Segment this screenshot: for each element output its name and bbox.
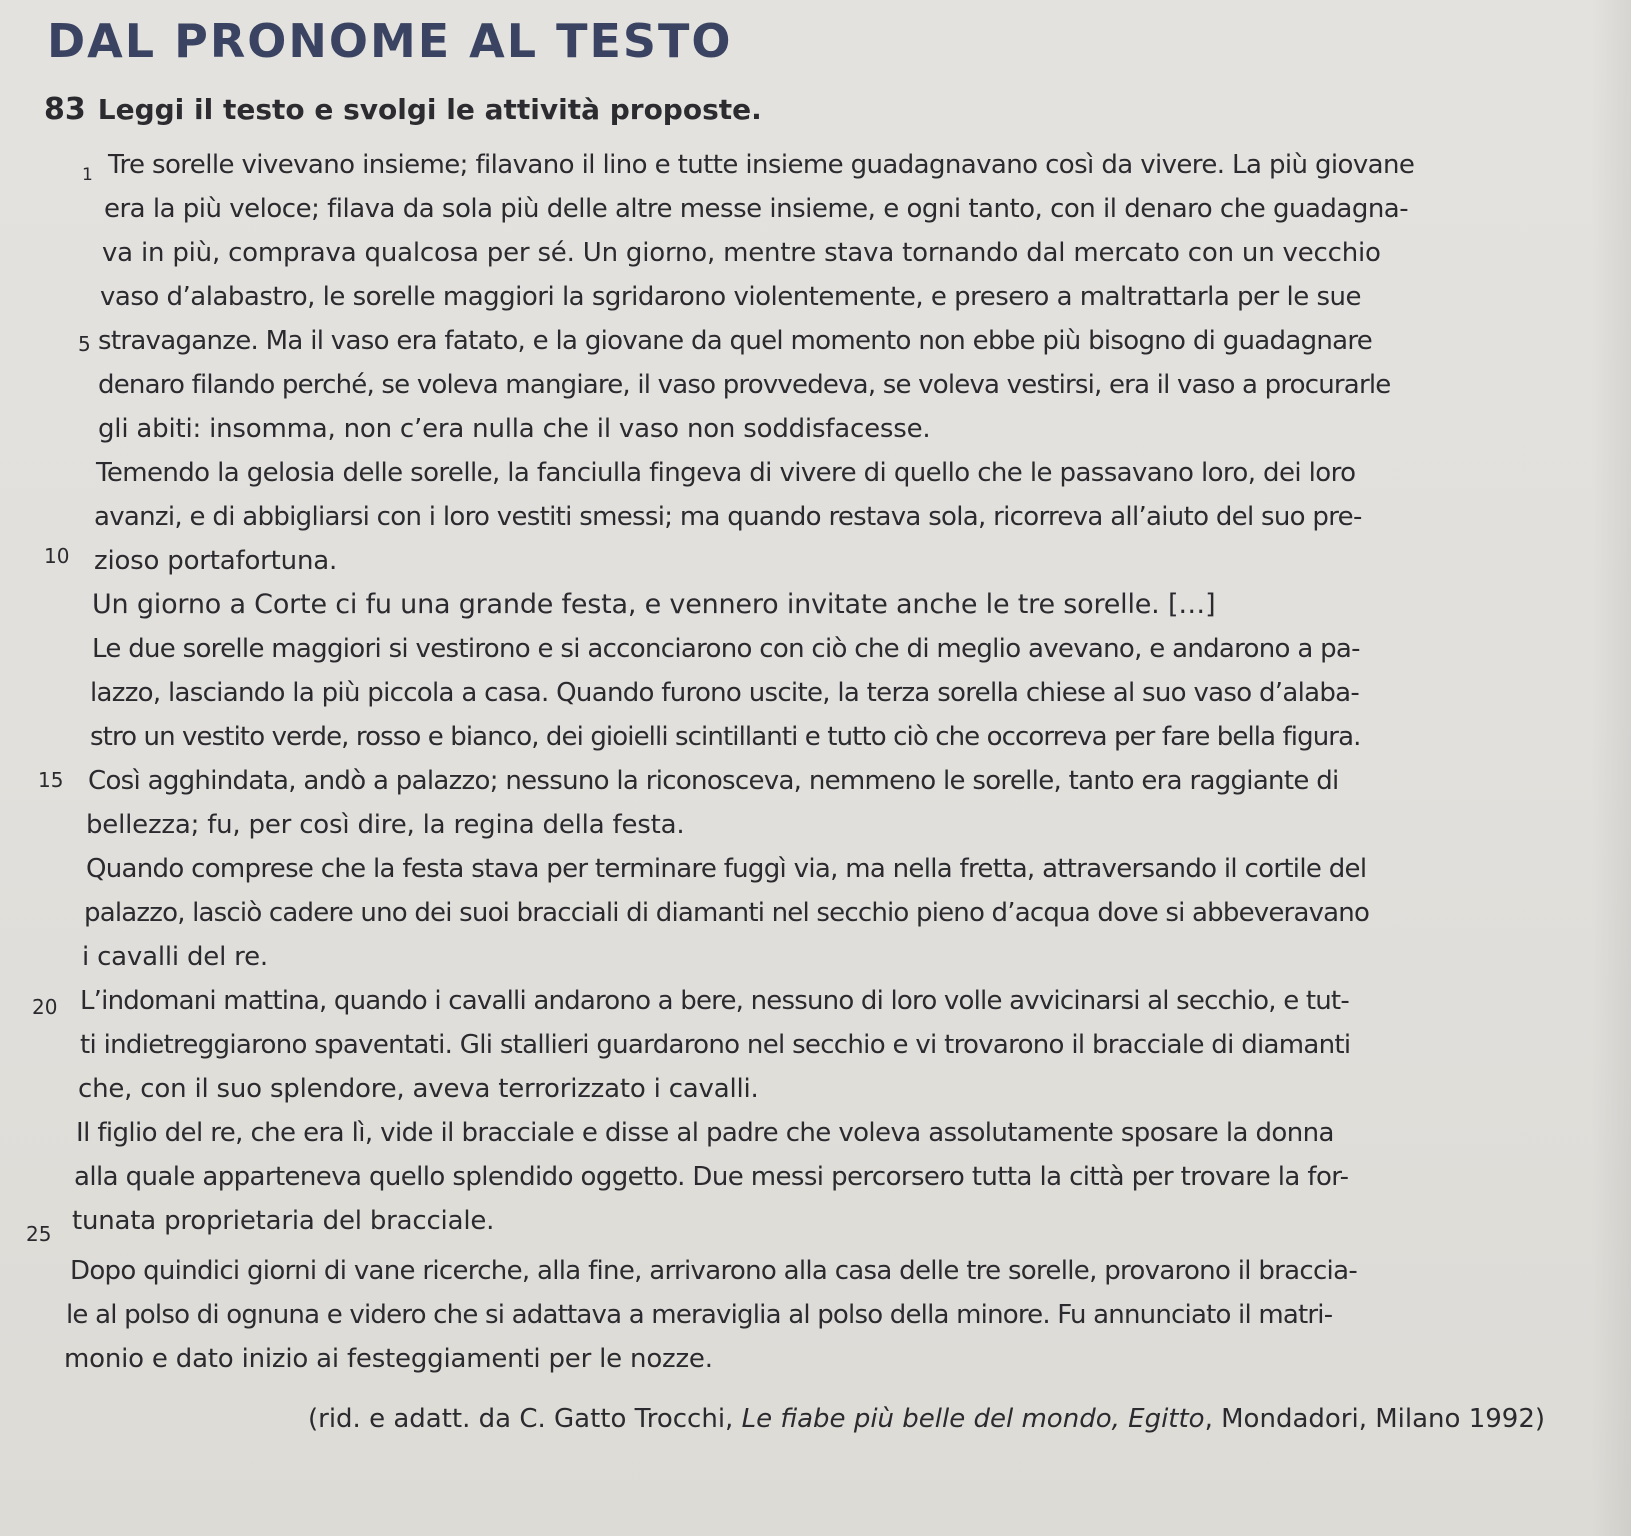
text-line: stravaganze. Ma il vaso era fatato, e la giovane da quel momento non ebbe più bisogno di guadagnare [98,326,1373,356]
text-line: stro un vestito verde, rosso e bianco, dei gioielli scintillanti e tutto ciò che occorreva per fare bella figura. [90,722,1361,752]
text-line: monio e dato inizio ai festeggiamenti per le nozze. [64,1344,713,1374]
exercise-instruction: Leggi il testo e svolgi le attività proposte. [97,93,762,126]
citation-book-title: Le fiabe più belle del mondo, Egitto [741,1404,1205,1434]
line-number-5: 5 [78,332,91,356]
text-line: ti indietreggiarono spaventati. Gli stallieri guardarono nel secchio e vi trovarono il bracciale di diamanti [80,1030,1351,1060]
text-line: palazzo, lasciò cadere uno dei suoi bracciali di diamanti nel secchio pieno d’acqua dove si abbeveravano [84,898,1370,928]
text-line: Dopo quindici giorni di vane ricerche, alla fine, arrivarono alla casa delle tre sorelle, provarono il braccia- [70,1256,1357,1286]
source-citation [308,1404,1545,1434]
section-title: DAL PRONOME AL TESTO [47,14,733,68]
text-line: Un giorno a Corte ci fu una grande festa, e vennero invitate anche le tre sorelle. […] [92,589,1216,620]
citation-suffix: , Mondadori, Milano 1992) [1204,1404,1546,1434]
exercise-number: 83 [44,92,86,127]
text-line: lazzo, lasciando la più piccola a casa. Quando furono uscite, la terza sorella chiese al suo vaso d’alaba- [90,678,1360,708]
line-number-20: 20 [32,995,58,1019]
exercise-heading [44,92,762,127]
citation-prefix: (rid. e adatt. da C. Gatto Trocchi, [308,1404,742,1434]
text-line: alla quale apparteneva quello splendido oggetto. Due messi percorsero tutta la città per trovare la for- [74,1162,1349,1192]
text-line: bellezza; fu, per così dire, la regina della festa. [86,810,685,840]
page-edge-shadow [1591,0,1631,1536]
text-line: Tre sorelle vivevano insieme; filavano il lino e tutte insieme guadagnavano così da vivere. La più giovane [108,150,1415,180]
text-line: Così agghindata, andò a palazzo; nessuno la riconosceva, nemmeno le sorelle, tanto era raggiante di [88,766,1339,796]
line-number-25: 25 [26,1222,52,1246]
text-line: Temendo la gelosia delle sorelle, la fanciulla fingeva di vivere di quello che le passavano loro, dei loro [96,458,1356,488]
line-number-10: 10 [44,544,70,568]
text-line: Quando comprese che la festa stava per terminare fuggì via, ma nella fretta, attraversando il cortile del [86,854,1367,884]
text-line: gli abiti: insomma, non c’era nulla che il vaso non soddisfacesse. [98,414,931,444]
text-line: le al polso di ognuna e videro che si adattava a meraviglia al polso della minore. Fu annunciato il matri- [66,1300,1333,1330]
text-line: va in più, comprava qualcosa per sé. Un giorno, mentre stava tornando dal mercato con un vecchio [102,238,1381,268]
text-line: i cavalli del re. [82,942,268,972]
text-line: tunata proprietaria del bracciale. [72,1206,495,1236]
text-line: avanzi, e di abbigliarsi con i loro vestiti smessi; ma quando restava sola, ricorreva all’aiuto del suo pre- [94,502,1362,532]
line-number-15: 15 [38,768,64,792]
text-line: denaro filando perché, se voleva mangiare, il vaso provvedeva, se voleva vestirsi, era il vaso a procurarle [98,370,1391,400]
text-line: vaso d’alabastro, le sorelle maggiori la sgridarono violentemente, e presero a maltrattarla per le sue [100,282,1361,312]
text-line: zioso portafortuna. [94,546,338,576]
text-line: Il figlio del re, che era lì, vide il bracciale e disse al padre che voleva assolutamente sposare la donna [76,1118,1334,1148]
text-line: che, con il suo splendore, aveva terrorizzato i cavalli. [78,1074,759,1104]
text-line: Le due sorelle maggiori si vestirono e si acconciarono con ciò che di meglio avevano, e andarono a pa- [92,634,1360,664]
line-number-1: 1 [82,165,93,185]
text-line: L’indomani mattina, quando i cavalli andarono a bere, nessuno di loro volle avvicinarsi al secchio, e tut- [80,986,1349,1016]
text-line: era la più veloce; filava da sola più delle altre messe insieme, e ogni tanto, con il denaro che guadagna- [104,194,1409,224]
